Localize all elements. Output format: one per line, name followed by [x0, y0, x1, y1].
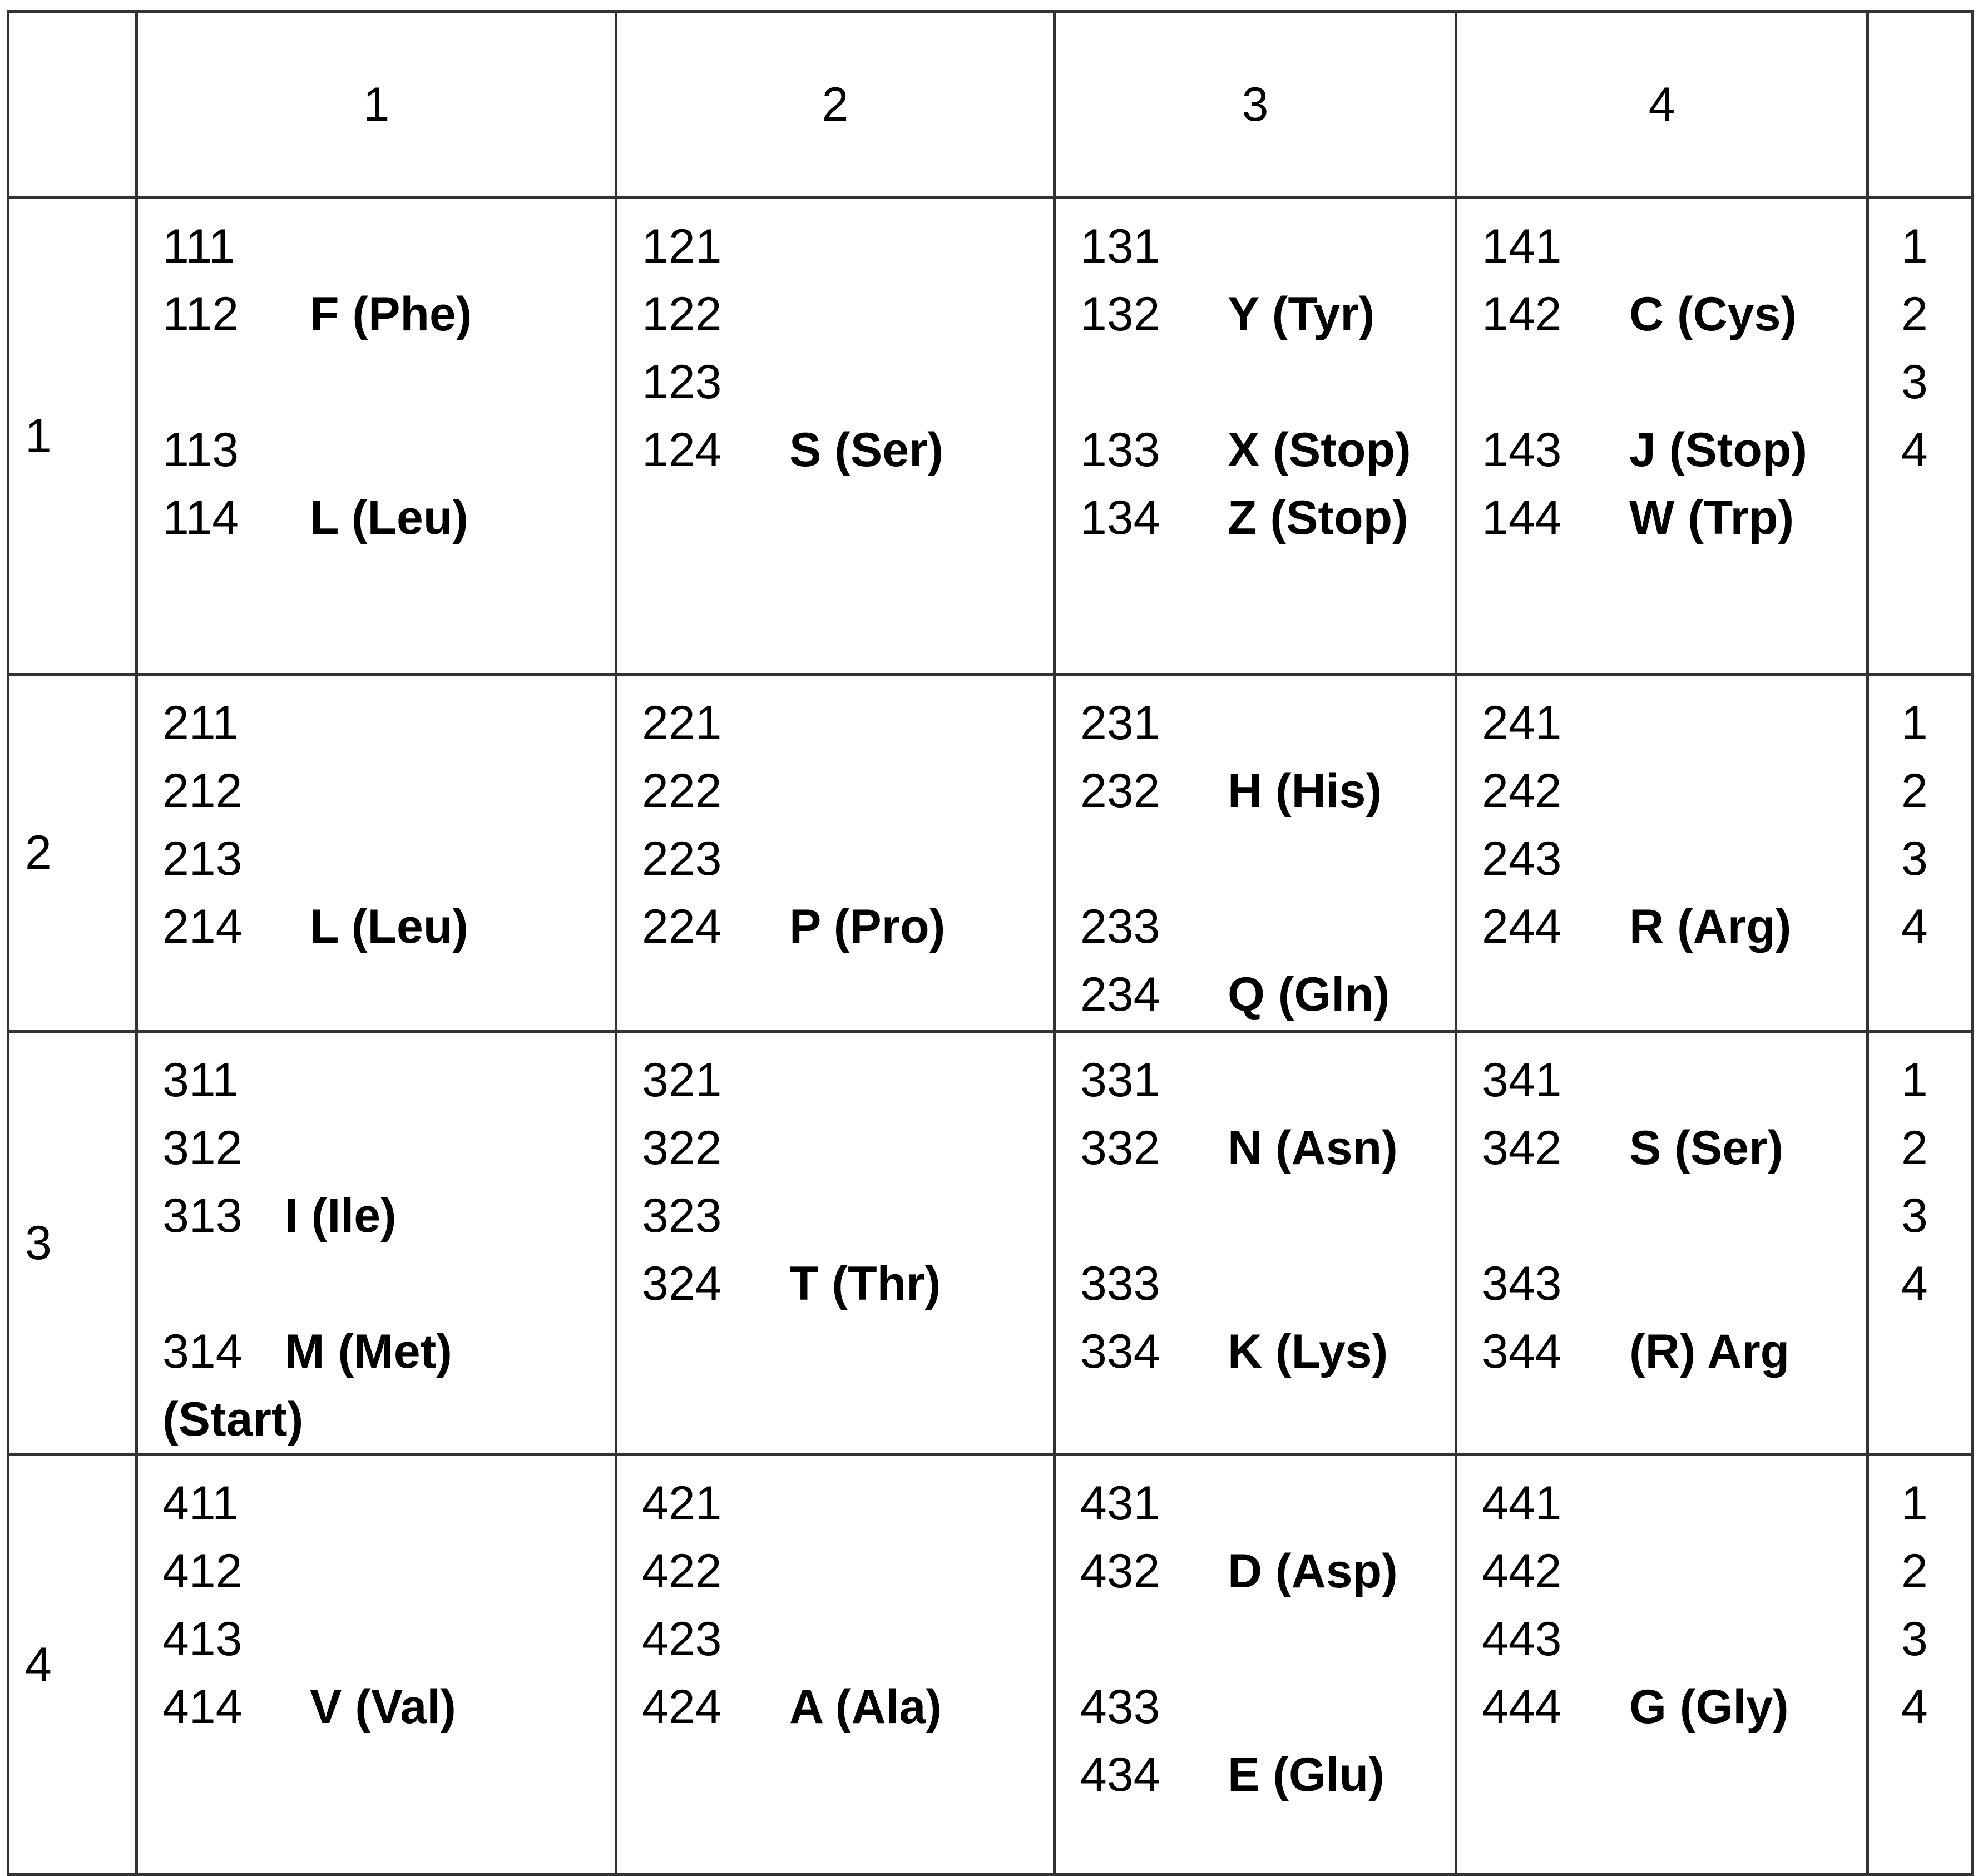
amino-acid-label: G (Gly)	[1629, 1680, 1789, 1734]
codon-line	[1482, 1182, 1866, 1250]
codon-line	[1482, 1537, 1866, 1605]
codon-line	[162, 1318, 615, 1385]
codon-cell	[616, 675, 1055, 1032]
codon-line	[642, 1673, 1053, 1741]
amino-acid-label: V (Val)	[310, 1680, 456, 1734]
right-header-cell	[1868, 12, 1973, 198]
codon-line	[162, 757, 615, 825]
codon-line	[162, 689, 615, 757]
codon-number: 334	[1080, 1325, 1160, 1378]
amino-acid-label: J (Stop)	[1629, 423, 1808, 477]
codon-line	[642, 825, 1053, 893]
third-position-label: 1	[1901, 1053, 1928, 1107]
third-position-label: 2	[1901, 288, 1928, 341]
codon-cell	[137, 1455, 616, 1875]
third-position-label: 1	[1901, 1477, 1928, 1530]
codon-line	[162, 212, 615, 280]
third-position-label: 3	[1901, 355, 1928, 409]
third-position-label: 4	[1901, 1257, 1928, 1310]
codon-number: 342	[1482, 1121, 1562, 1175]
third-position-label: 1	[1901, 220, 1928, 273]
codon-line	[1080, 280, 1455, 348]
codon-number: 122	[642, 288, 722, 341]
codon-number: 131	[1080, 220, 1160, 273]
codon-line	[1482, 1469, 1866, 1537]
amino-acid-label: Y (Tyr)	[1228, 288, 1375, 341]
codon-number: 121	[642, 220, 722, 273]
table-row	[8, 198, 1973, 675]
codon-number: 123	[642, 355, 722, 409]
codon-number: 311	[162, 1053, 239, 1107]
codon-line	[1080, 1182, 1455, 1250]
amino-acid-label: D (Asp)	[1228, 1545, 1398, 1598]
codon-cell	[137, 675, 616, 1032]
codon-number: 143	[1482, 423, 1562, 477]
codon-cell	[616, 198, 1055, 675]
row-label: 1	[8, 198, 137, 675]
third-position-cell	[1868, 1032, 1973, 1455]
codon-number: 442	[1482, 1545, 1562, 1598]
codon-line	[1482, 416, 1866, 484]
codon-line	[1080, 961, 1455, 1028]
codon-line	[642, 212, 1053, 280]
codon-line	[1080, 893, 1455, 961]
amino-acid-label: A (Ala)	[789, 1680, 942, 1734]
codon-line	[162, 1385, 615, 1453]
codon-number: 413	[162, 1612, 243, 1666]
codon-cell	[1456, 1032, 1868, 1455]
amino-acid-label: C (Cys)	[1629, 288, 1797, 341]
codon-line	[1080, 1318, 1455, 1385]
amino-acid-label: (Start)	[162, 1393, 304, 1446]
codon-number: 124	[642, 423, 722, 477]
header-row	[8, 12, 1973, 198]
codon-cell	[137, 1032, 616, 1455]
codon-number: 412	[162, 1545, 243, 1598]
amino-acid-label: X (Stop)	[1228, 423, 1411, 477]
codon-line	[1482, 1250, 1866, 1318]
codon-cell	[616, 1032, 1055, 1455]
codon-number: 343	[1482, 1257, 1562, 1310]
codon-line	[1080, 1673, 1455, 1741]
codon-number: 443	[1482, 1612, 1562, 1666]
codon-line	[1482, 893, 1866, 961]
codon-number: 411	[162, 1477, 239, 1530]
codon-line	[1482, 825, 1866, 893]
third-position-label: 2	[1901, 764, 1928, 818]
amino-acid-label: L (Leu)	[310, 491, 469, 545]
codon-table	[7, 10, 1974, 1876]
amino-acid-label: I (Ile)	[285, 1189, 397, 1243]
amino-acid-label: E (Glu)	[1228, 1748, 1384, 1801]
third-position-cell	[1868, 198, 1973, 675]
codon-number: 132	[1080, 288, 1160, 341]
codon-line	[1080, 825, 1455, 893]
amino-acid-label: (R) Arg	[1629, 1325, 1790, 1378]
codon-number: 431	[1080, 1477, 1160, 1530]
third-position-label: 1	[1901, 696, 1928, 750]
codon-number: 214	[162, 900, 243, 953]
codon-number: 344	[1482, 1325, 1562, 1378]
table-row	[8, 1455, 1973, 1875]
codon-line	[1482, 757, 1866, 825]
codon-line	[162, 1250, 615, 1318]
codon-number: 223	[642, 832, 722, 885]
codon-line	[162, 1046, 615, 1114]
column-header-1: 1	[137, 12, 616, 198]
amino-acid-label: S (Ser)	[789, 423, 944, 477]
codon-line	[1482, 280, 1866, 348]
codon-line	[642, 1250, 1053, 1318]
codon-line	[642, 348, 1053, 416]
codon-line	[1080, 1469, 1455, 1537]
codon-cell	[1456, 198, 1868, 675]
codon-line	[162, 1469, 615, 1537]
column-header-3: 3	[1055, 12, 1456, 198]
codon-line	[642, 1605, 1053, 1673]
codon-line	[162, 416, 615, 484]
codon-number: 113	[162, 423, 239, 477]
codon-number: 424	[642, 1680, 722, 1734]
amino-acid-label: P (Pro)	[789, 900, 946, 953]
codon-number: 221	[642, 696, 722, 750]
codon-number: 323	[642, 1189, 722, 1243]
codon-line	[162, 1673, 615, 1741]
codon-line	[162, 348, 615, 416]
codon-line	[162, 1114, 615, 1182]
third-position-label: 2	[1901, 1545, 1928, 1598]
codon-number: 331	[1080, 1053, 1160, 1107]
codon-number: 341	[1482, 1053, 1562, 1107]
codon-number: 242	[1482, 764, 1562, 818]
third-position-label: 4	[1901, 1680, 1928, 1734]
codon-number: 312	[162, 1121, 243, 1175]
codon-line	[1482, 1673, 1866, 1741]
column-header-2: 2	[616, 12, 1055, 198]
codon-line	[1080, 1605, 1455, 1673]
codon-line	[1482, 484, 1866, 552]
codon-number: 114	[162, 491, 239, 545]
third-position-label: 3	[1901, 1189, 1928, 1243]
codon-line	[642, 1046, 1053, 1114]
amino-acid-label: H (His)	[1228, 764, 1382, 818]
codon-number: 444	[1482, 1680, 1562, 1734]
third-position-label: 3	[1901, 1612, 1928, 1666]
row-label: 4	[8, 1455, 137, 1875]
codon-number: 313	[162, 1189, 243, 1243]
codon-number: 244	[1482, 900, 1562, 953]
codon-cell	[1055, 1032, 1456, 1455]
amino-acid-label: W (Trp)	[1629, 491, 1794, 545]
codon-line	[1080, 212, 1455, 280]
codon-line	[1482, 1046, 1866, 1114]
codon-line	[1080, 1250, 1455, 1318]
codon-number: 144	[1482, 491, 1562, 545]
codon-line	[162, 1182, 615, 1250]
codon-number: 231	[1080, 696, 1160, 750]
codon-number: 441	[1482, 1477, 1562, 1530]
third-position-cell	[1868, 1455, 1973, 1875]
codon-line	[162, 1537, 615, 1605]
codon-line	[642, 1182, 1053, 1250]
codon-line	[1080, 1046, 1455, 1114]
codon-line	[1482, 689, 1866, 757]
codon-cell	[137, 198, 616, 675]
codon-number: 212	[162, 764, 243, 818]
codon-number: 314	[162, 1325, 243, 1378]
codon-line	[642, 1537, 1053, 1605]
row-label: 3	[8, 1032, 137, 1455]
codon-number: 433	[1080, 1680, 1160, 1734]
amino-acid-label: Q (Gln)	[1228, 968, 1390, 1021]
corner-cell	[8, 12, 137, 198]
codon-line	[162, 893, 615, 961]
codon-number: 322	[642, 1121, 722, 1175]
codon-line	[1482, 212, 1866, 280]
codon-line	[1482, 1114, 1866, 1182]
amino-acid-label: R (Arg)	[1629, 900, 1792, 953]
amino-acid-label: M (Met)	[285, 1325, 452, 1378]
codon-line	[1080, 1537, 1455, 1605]
codon-cell	[1055, 1455, 1456, 1875]
codon-number: 241	[1482, 696, 1562, 750]
codon-number: 233	[1080, 900, 1160, 953]
codon-line	[642, 689, 1053, 757]
codon-number: 134	[1080, 491, 1160, 545]
codon-number: 421	[642, 1477, 722, 1530]
table-row	[8, 675, 1973, 1032]
codon-line	[1080, 1741, 1455, 1809]
column-header-4: 4	[1456, 12, 1868, 198]
amino-acid-label: L (Leu)	[310, 900, 469, 953]
codon-number: 112	[162, 288, 239, 341]
codon-line	[162, 1605, 615, 1673]
codon-number: 243	[1482, 832, 1562, 885]
third-position-cell	[1868, 675, 1973, 1032]
codon-number: 232	[1080, 764, 1160, 818]
row-label: 2	[8, 675, 137, 1032]
codon-number: 321	[642, 1053, 722, 1107]
codon-line	[642, 1114, 1053, 1182]
codon-line	[1080, 689, 1455, 757]
amino-acid-label: Z (Stop)	[1228, 491, 1408, 545]
amino-acid-label: F (Phe)	[310, 288, 472, 341]
codon-number: 422	[642, 1545, 722, 1598]
codon-line	[1080, 1114, 1455, 1182]
codon-number: 142	[1482, 288, 1562, 341]
amino-acid-label: N (Asn)	[1228, 1121, 1398, 1175]
codon-number: 222	[642, 764, 722, 818]
third-position-label: 3	[1901, 832, 1928, 885]
codon-number: 141	[1482, 220, 1562, 273]
codon-cell	[616, 1455, 1055, 1875]
codon-number: 332	[1080, 1121, 1160, 1175]
codon-line	[1482, 348, 1866, 416]
codon-line	[162, 825, 615, 893]
table-row	[8, 1032, 1973, 1455]
codon-number: 434	[1080, 1748, 1160, 1801]
codon-number: 234	[1080, 968, 1160, 1021]
codon-number: 224	[642, 900, 722, 953]
codon-line	[642, 1469, 1053, 1537]
codon-line	[642, 893, 1053, 961]
codon-number: 213	[162, 832, 243, 885]
third-position-label: 4	[1901, 423, 1928, 477]
codon-line	[1080, 757, 1455, 825]
codon-line	[1080, 348, 1455, 416]
codon-cell	[1055, 198, 1456, 675]
codon-number: 414	[162, 1680, 243, 1734]
codon-number: 423	[642, 1612, 722, 1666]
codon-line	[1482, 1318, 1866, 1385]
third-position-label: 2	[1901, 1121, 1928, 1175]
codon-number: 111	[162, 220, 235, 273]
amino-acid-label: S (Ser)	[1629, 1121, 1784, 1175]
codon-number: 211	[162, 696, 239, 750]
codon-line	[642, 757, 1053, 825]
codon-line	[162, 280, 615, 348]
amino-acid-label: T (Thr)	[789, 1257, 941, 1310]
third-position-label: 4	[1901, 900, 1928, 953]
codon-cell	[1456, 675, 1868, 1032]
codon-number: 133	[1080, 423, 1160, 477]
codon-line	[642, 280, 1053, 348]
codon-number: 432	[1080, 1545, 1160, 1598]
amino-acid-label: K (Lys)	[1228, 1325, 1388, 1378]
codon-cell	[1456, 1455, 1868, 1875]
codon-line	[1482, 1605, 1866, 1673]
codon-number: 324	[642, 1257, 722, 1310]
codon-line	[1080, 484, 1455, 552]
codon-line	[642, 416, 1053, 484]
codon-line	[162, 484, 615, 552]
codon-number: 333	[1080, 1257, 1160, 1310]
codon-cell	[1055, 675, 1456, 1032]
codon-line	[1080, 416, 1455, 484]
